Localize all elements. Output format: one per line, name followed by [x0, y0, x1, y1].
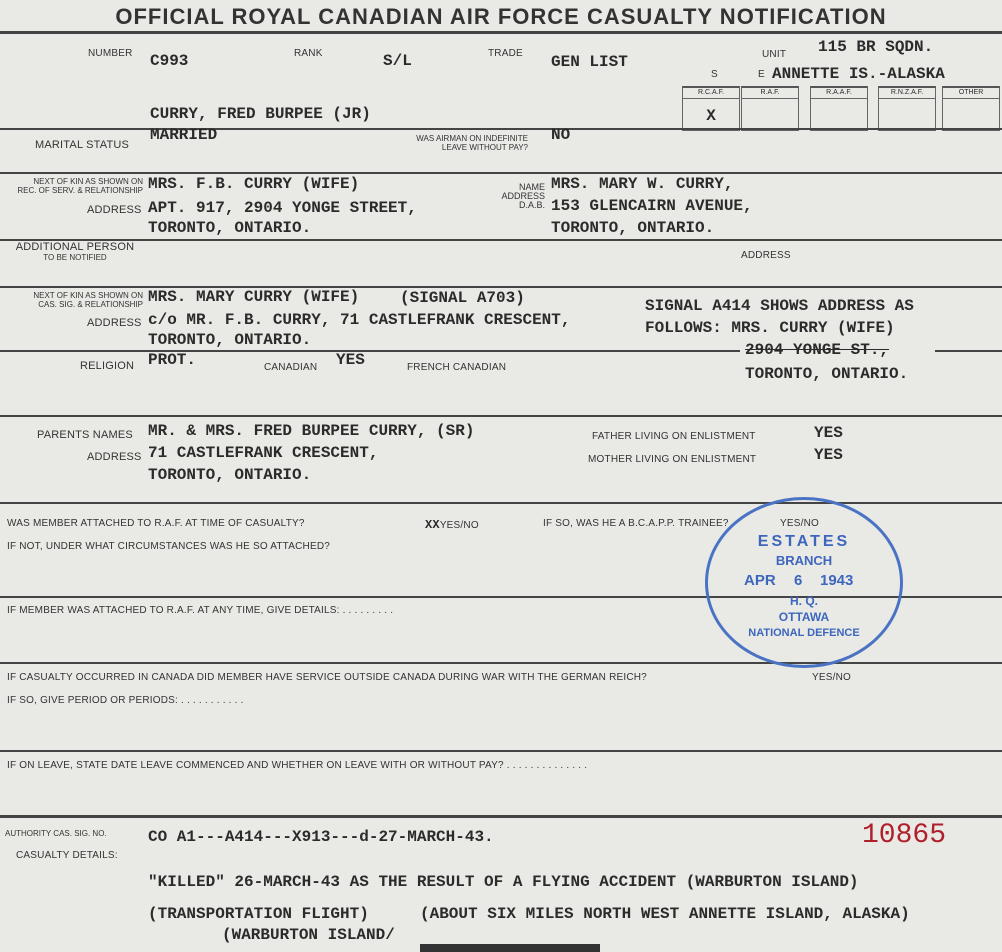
signal-note-4: TORONTO, ONTARIO. — [745, 365, 909, 383]
stamp-estates: ESTATES — [757, 533, 851, 550]
nok-signal-label: NEXT OF KIN AS SHOWN ON CAS. SIG. & RELATIONSHIP — [33, 291, 143, 309]
stamp-day: 6 — [794, 572, 803, 589]
stamp-branch: BRANCH — [775, 553, 833, 568]
parents-address-2: TORONTO, ONTARIO. — [148, 466, 312, 484]
mother-value: YES — [814, 446, 843, 464]
french-canadian-label: FRENCH CANADIAN — [407, 362, 507, 373]
number-label: NUMBER — [88, 48, 133, 59]
divider — [0, 815, 1002, 818]
authority-label: AUTHORITY CAS. SIG. NO. — [5, 829, 107, 838]
nok-signal-address-2: TORONTO, ONTARIO. — [148, 331, 312, 349]
periods-question: IF SO, GIVE PERIOD OR PERIODS: . . . . . . . . . . . — [7, 695, 244, 706]
circumstances-question: IF NOT, UNDER WHAT CIRCUMSTANCES WAS HE SO ATTACHED? — [7, 541, 331, 552]
parents-address-1: 71 CASTLEFRANK CRESCENT, — [148, 444, 379, 462]
divider — [0, 415, 1002, 417]
number-value: C993 — [150, 52, 189, 70]
canadian-value: YES — [336, 351, 365, 369]
father-label: FATHER LIVING ON ENLISTMENT — [592, 431, 756, 442]
unit-value: 115 BR SQDN. — [818, 38, 934, 56]
stamp-month: APR — [744, 572, 776, 589]
leave-label: WAS AIRMAN ON INDEFINITE LEAVE WITHOUT PAY? — [416, 134, 528, 152]
service-box-raf: R.A.F. — [741, 86, 799, 131]
raf-attached-answer: XXYES/NO — [425, 518, 479, 532]
service-box-rnzaf: R.N.Z.A.F. — [878, 86, 936, 131]
outside-canada-question: IF CASUALTY OCCURRED IN CANADA DID MEMBER HAVE SERVICE OUTSIDE CANADA DURING WAR WITH THE GERMAN REICH? — [7, 672, 647, 683]
unit-label: UNIT — [762, 49, 787, 60]
religion-label: RELIGION — [80, 360, 135, 372]
nok-service-address-label: ADDRESS — [87, 204, 142, 216]
additional-person-label: ADDITIONAL PERSON TO BE NOTIFIED — [15, 241, 135, 262]
marital-label: MARITAL STATUS — [35, 139, 130, 151]
trade-label: TRADE — [488, 48, 523, 59]
parents-address-label: ADDRESS — [87, 451, 142, 463]
additional-address-label: ADDRESS — [741, 250, 791, 261]
s-label: S — [711, 69, 718, 80]
nok-signal-ref: (SIGNAL A703) — [400, 289, 525, 307]
leave-question: IF ON LEAVE, STATE DATE LEAVE COMMENCED AND WHETHER ON LEAVE WITH OR WITHOUT PAY? . . . . . . . . . . . . . . — [7, 760, 588, 771]
trade-value: GEN LIST — [551, 53, 628, 71]
father-value: YES — [814, 424, 843, 442]
nok-signal-address-label: ADDRESS — [87, 317, 142, 329]
nok-service-address-1: APT. 917, 2904 YONGE STREET, — [148, 199, 417, 217]
divider — [935, 350, 1002, 352]
stamp-city: OTTAWA — [778, 610, 830, 624]
form-title: OFFICIAL ROYAL CANADIAN AIR FORCE CASUALTY NOTIFICATION — [115, 4, 887, 29]
leave-value: NO — [551, 126, 571, 144]
signal-note-3: 2904 YONGE ST., — [745, 341, 890, 359]
casualty-line-1: "KILLED" 26-MARCH-43 AS THE RESULT OF A FLYING ACCIDENT (WARBURTON ISLAND) — [148, 873, 859, 891]
redaction-bar — [420, 944, 600, 952]
service-box-other: OTHER — [942, 86, 1000, 131]
divider — [0, 31, 1002, 34]
nok-signal-address-1: c/o MR. F.B. CURRY, 71 CASTLEFRANK CRESCENT, — [148, 311, 571, 329]
nok-service-address-2: TORONTO, ONTARIO. — [148, 219, 312, 237]
signal-note-1: SIGNAL A414 SHOWS ADDRESS AS — [645, 297, 914, 315]
canadian-label: CANADIAN — [264, 362, 318, 373]
nok-signal-name: MRS. MARY CURRY (WIFE) — [148, 288, 360, 306]
dab-address-2: TORONTO, ONTARIO. — [551, 219, 715, 237]
casualty-details-label: CASUALTY DETAILS: — [16, 850, 118, 861]
dab-address-1: 153 GLENCAIRN AVENUE, — [551, 197, 753, 215]
stamp-year: 1943 — [820, 572, 854, 589]
service-box-rcaf: R.C.A.F. X — [682, 86, 740, 131]
rank-value: S/L — [383, 52, 412, 70]
authority-value: CO A1---A414---X913---d-27-MARCH-43. — [148, 828, 494, 846]
parents-label: PARENTS NAMES — [37, 429, 133, 441]
unit-location: ANNETTE IS.-ALASKA — [772, 65, 945, 83]
casualty-line-2b: (ABOUT SIX MILES NORTH WEST ANNETTE ISLAND, ALASKA) — [420, 905, 910, 923]
nok-service-name: MRS. F.B. CURRY (WIFE) — [148, 175, 360, 193]
divider — [0, 750, 1002, 752]
raf-any-time-question: IF MEMBER WAS ATTACHED TO R.A.F. AT ANY TIME, GIVE DETAILS: . . . . . . . . . — [7, 605, 394, 616]
parents-names: MR. & MRS. FRED BURPEE CURRY, (SR) — [148, 422, 475, 440]
divider — [0, 502, 1002, 504]
stamp-hq: H. Q. — [789, 594, 818, 608]
outside-canada-answer: YES/NO — [812, 672, 851, 683]
raf-attached-question: WAS MEMBER ATTACHED TO R.A.F. AT TIME OF CASUALTY? — [7, 518, 305, 529]
serial-number: 10865 — [862, 820, 947, 851]
signal-note-2: FOLLOWS: MRS. CURRY (WIFE) — [645, 319, 895, 337]
e-label: E — [758, 69, 765, 80]
nok-service-label: NEXT OF KIN AS SHOWN ON REC. OF SERV. & RELATIONSHIP — [17, 177, 143, 195]
divider — [0, 662, 1002, 664]
divider — [0, 172, 1002, 174]
casualty-line-2a: (TRANSPORTATION FLIGHT) — [148, 905, 369, 923]
estates-branch-stamp — [705, 497, 903, 668]
dab-label: NAME ADDRESS D.A.B. — [501, 182, 545, 210]
divider — [0, 239, 1002, 241]
bcatp-question: IF SO, WAS HE A B.C.A.P.P. TRAINEE? — [543, 518, 729, 529]
casualty-line-3: (WARBURTON ISLAND/ — [222, 926, 395, 944]
divider — [0, 350, 740, 352]
marital-value: MARRIED — [150, 126, 218, 144]
bcatp-answer: YES/NO — [780, 518, 819, 529]
religion-value: PROT. — [148, 351, 197, 369]
member-name: CURRY, FRED BURPEE (JR) — [150, 105, 371, 123]
service-box-raaf: R.A.A.F. — [810, 86, 868, 131]
dab-name: MRS. MARY W. CURRY, — [551, 175, 734, 193]
rank-label: RANK — [294, 48, 323, 59]
mother-label: MOTHER LIVING ON ENLISTMENT — [588, 454, 757, 465]
stamp-national-defence: NATIONAL DEFENCE — [748, 627, 860, 639]
